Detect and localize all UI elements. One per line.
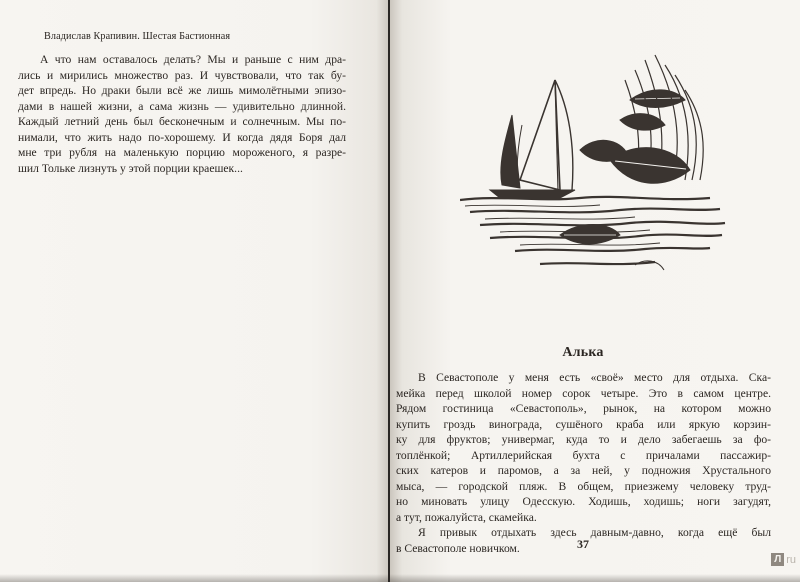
text-line: топлёнкой; Артиллерийская бухта с причалами пассажир- [396,448,771,462]
text-line: лись и мирились множество раз. И чувствовали, что так бу- [18,68,346,82]
text-line: ку для фруктов; универмаг, куда то и дело забегаешь за фо- [396,433,771,446]
text-line: дами в нашей жизни, а сама жизнь — удивительно длинной. [18,99,346,113]
text-line: Я привык отдыхать здесь давным-давно, когда ещё был [418,526,771,539]
chapter-title: Алька [562,345,604,360]
right-page [390,0,800,582]
text-line: но миновать улицу Одесскую. Ходишь, ходишь; ноги загудят, [396,495,771,508]
text-line: Каждый летний день был бесконечным и солнечным. Мы по- [18,115,346,128]
text-line: в Севастополе новичком. [396,541,520,555]
text-line: шил Тольке лизнуть у этой порции краешек... [18,161,243,175]
text-line: В Севастополе у меня есть «своё» место для отдыха. Ска- [418,371,771,384]
text-line: ских катеров и паромов, а за ней, у подножия Хрустального [396,464,771,477]
page-edge-shadow [0,574,388,582]
text-line: мейка перед школой номер сорок четыре. Это в самом центре. [396,386,771,400]
text-line: Рядом гостиница «Севастополь», рынок, на котором можно [396,402,771,415]
sail [520,80,560,190]
page-edge-shadow [390,574,800,582]
left-page [0,0,388,582]
running-head: Владислав Крапивин. Шестая Бастионная [44,31,231,42]
text-line: мне три рубля на маленькую порцию мороженого, я разре- [18,146,346,159]
text-line: А что нам оставалось делать? Мы и раньше с ним дра- [40,53,346,66]
page-number: 37 [577,537,589,551]
watermark [771,553,796,566]
text-line: купить гроздь винограда, сушёного краба или яркую корзин- [396,417,771,431]
left-text-block [18,52,346,176]
watermark-logo: Л [771,553,784,566]
watermark-text: ru [786,553,796,566]
text-line: мыса, — городской пляж. В общем, приезжему человеку труд- [396,479,771,493]
text-line: дет впредь. Но драки были всё же лишь мимолётными эпизо- [18,84,346,97]
right-text-block [396,370,771,556]
sailboat-illustration [460,40,730,300]
text-line: а тут, пожалуйста, скамейка. [396,510,537,524]
text-line: нимали, что жить надо по-хорошему. И когда дядя Боря дал [18,130,346,144]
